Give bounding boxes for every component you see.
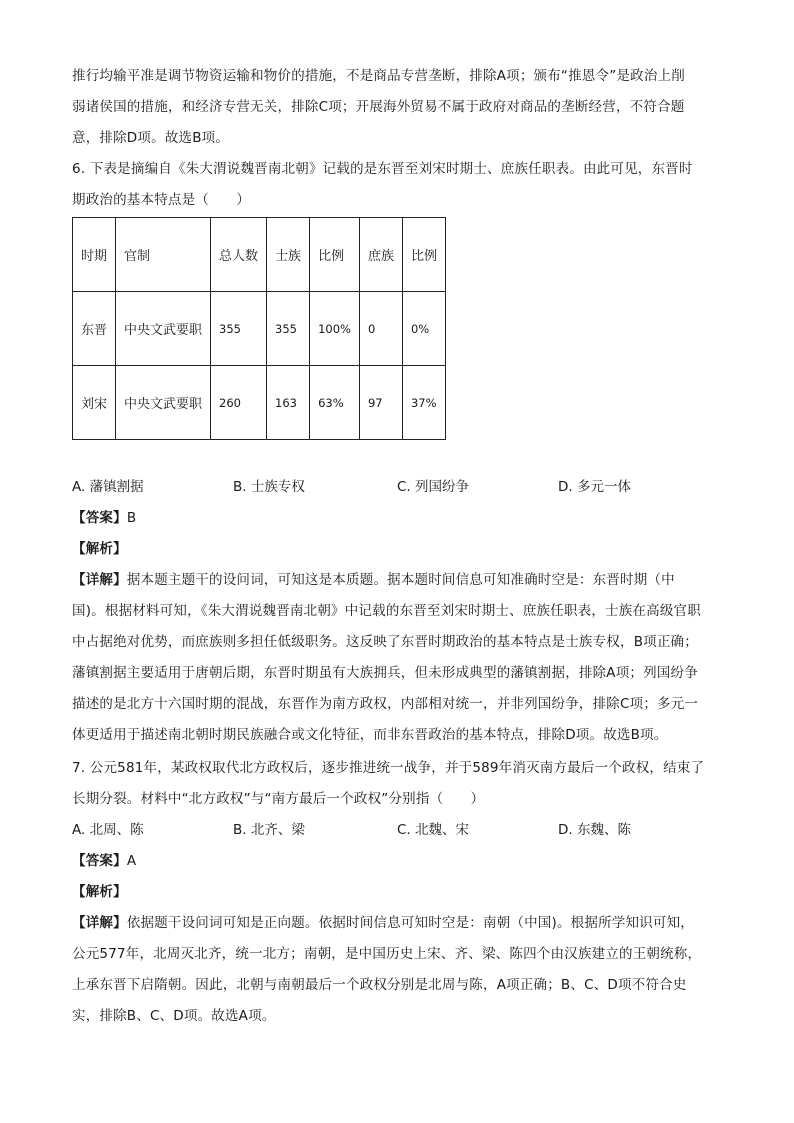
intro-line: 弱诸侯国的措施，和经济专营无关，排除C项；开展海外贸易不属于政府对商品的垄断经营，不符合题 <box>72 99 685 115</box>
table-header-cell: 官制 <box>116 218 211 292</box>
answer-value: A <box>126 853 137 869</box>
detail-line: 国)。根据材料可知，《朱大渭说魏晋南北朝》中记载的东晋至刘宋时期士、庶族任职表，士族在高级官职 <box>72 603 701 619</box>
analysis-label: 【解析】 <box>72 541 127 557</box>
option-c: C. 列国纷争 <box>397 479 470 495</box>
table-row <box>73 366 446 440</box>
table-cell: 0% <box>402 292 445 366</box>
detail-line: 体更适用于描述南北朝时期民族融合或文化特征，而非东晋政治的基本特点，排除D项。故选B项。 <box>72 727 668 743</box>
table-row <box>73 292 446 366</box>
table-cell: 中央文武要职 <box>116 366 211 440</box>
table-header-cell: 总人数 <box>211 218 267 292</box>
question-7-stem: 长期分裂。材料中“北方政权”与“南方最后一个政权”分别指（ ） <box>72 791 485 807</box>
table-header-cell: 士族 <box>267 218 310 292</box>
table-header-cell: 庶族 <box>359 218 402 292</box>
intro-line: 意，排除D项。故选B项。 <box>72 130 230 146</box>
intro-line: 推行均输平准是调节物资运输和物价的措施，不是商品专营垄断，排除A项；颁布“推恩令”是政治上削 <box>72 68 685 84</box>
analysis-label: 【解析】 <box>72 884 127 900</box>
option-a: A. 藩镇割据 <box>72 479 144 495</box>
table-header-row <box>73 218 446 292</box>
detail-line: 实，排除B、C、D项。故选A项。 <box>72 1008 276 1024</box>
table-cell: 355 <box>267 292 310 366</box>
detail-label: 【详解】 <box>72 572 127 588</box>
detail-line: 描述的是北方十六国时期的混战，东晋作为南方政权，内部相对统一，并非列国纷争，排除C项；多元一 <box>72 696 699 712</box>
detail-line: 公元577年，北周灭北齐，统一北方；南朝，是中国历史上宋、齐、梁、陈四个由汉族建立的王朝统称， <box>72 946 702 962</box>
detail-text: 据本题主题干的设问词，可知这是本质题。据本题时间信息可知准确时空是：东晋时期（中 <box>126 572 675 588</box>
option-d: D. 多元一体 <box>558 479 631 495</box>
official-posts-table <box>72 217 446 440</box>
table-cell: 97 <box>359 366 402 440</box>
option-d: D. 东魏、陈 <box>558 822 631 838</box>
answer-value: B <box>126 510 137 526</box>
question-7-stem: 7. 公元581年，某政权取代北方政权后，逐步推进统一战争，并于589年消灭南方最后一个政权，结束了 <box>72 760 705 776</box>
table-cell: 100% <box>310 292 360 366</box>
table-cell: 163 <box>267 366 310 440</box>
detail-line: 上承东晋下启隋朝。因此，北朝与南朝最后一个政权分别是北周与陈，A项正确；B、C、D项不符合史 <box>72 977 687 993</box>
table-header-cell: 比例 <box>402 218 445 292</box>
table-cell: 260 <box>211 366 267 440</box>
detail-text: 依据题干设问词可知是正向题。依据时间信息可知时空是：南朝（中国)。根据所学知识可知， <box>126 915 694 931</box>
answer-line <box>72 509 136 527</box>
table-cell: 刘宋 <box>73 366 116 440</box>
detail-line <box>72 914 694 932</box>
question-6-stem: 6. 下表是摘编自《朱大渭说魏晋南北朝》记载的是东晋至刘宋时期士、庶族任职表。由此可见，东晋时 <box>72 161 693 177</box>
table-cell: 中央文武要职 <box>116 292 211 366</box>
table-cell: 37% <box>402 366 445 440</box>
option-c: C. 北魏、宋 <box>397 822 470 838</box>
option-a: A. 北周、陈 <box>72 822 144 838</box>
detail-line: 中占据绝对优势，而庶族则多担任低级职务。这反映了东晋时期政治的基本特点是士族专权，B项正确； <box>72 634 698 650</box>
answer-line <box>72 852 136 870</box>
answer-label: 【答案】 <box>72 510 127 526</box>
table-header-cell: 时期 <box>73 218 116 292</box>
table-cell: 355 <box>211 292 267 366</box>
table-cell: 东晋 <box>73 292 116 366</box>
table-cell: 63% <box>310 366 360 440</box>
option-b: B. 北齐、梁 <box>233 822 305 838</box>
answer-label: 【答案】 <box>72 853 127 869</box>
detail-line <box>72 571 675 589</box>
detail-line: 藩镇割据主要适用于唐朝后期，东晋时期虽有大族拥兵，但未形成典型的藩镇割据，排除A项；列国纷争 <box>72 665 698 681</box>
table-cell: 0 <box>359 292 402 366</box>
table-header-cell: 比例 <box>310 218 360 292</box>
detail-label: 【详解】 <box>72 915 127 931</box>
option-b: B. 士族专权 <box>233 479 305 495</box>
question-6-stem: 期政治的基本特点是（ ） <box>72 192 251 208</box>
